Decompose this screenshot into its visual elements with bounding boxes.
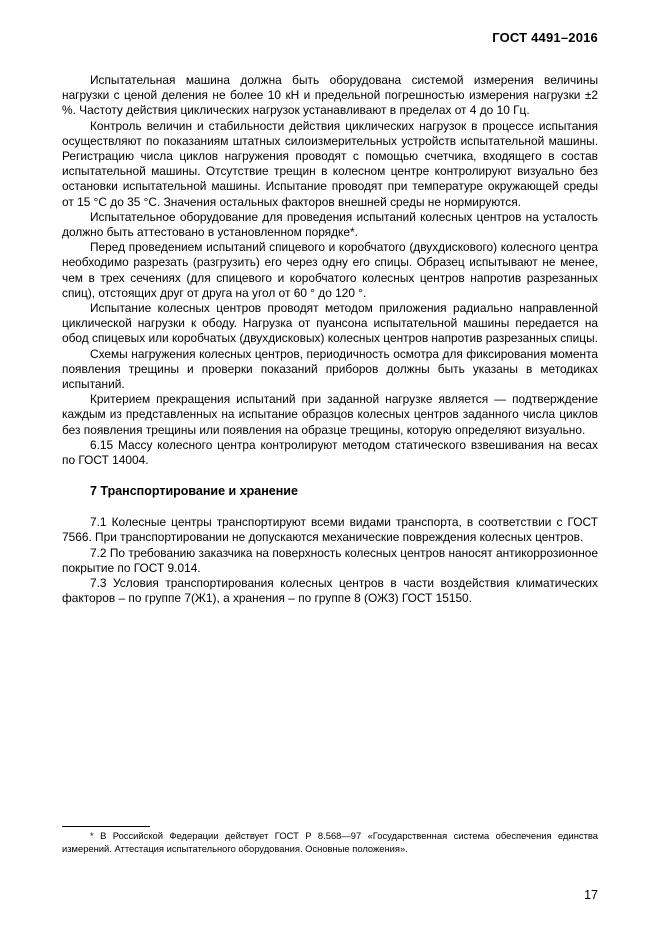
page-number: 17	[584, 888, 598, 902]
paragraph-test-method: Испытание колесных центров проводят методом приложения радиально направленной циклической нагрузки к ободу. Нагрузка от пуансона испытательной машины передается на обод спицевых или коробчатых (двухдисковых) колесных центров напротив разрезанных спицы.	[62, 301, 598, 346]
paragraph-6-15-mass: 6.15 Массу колесного центра контролируют методом статического взвешивания на весах по ГОСТ 14004.	[62, 437, 598, 468]
paragraph-test-machine: Испытательная машина должна быть оборудована системой измерения величины нагрузки с ценой деления не более 10 кН и предельной погрешностью измерения нагрузки ±2 %. Частоту действия циклических нагрузок устанавливают в пределах от 4 до 10 Гц.	[62, 73, 598, 118]
paragraph-load-control: Контроль величин и стабильности действия циклических нагрузок в процессе испытания осуществляют по показаниям штатных силоизмерительных устройств испытательной машины. Регистрацию числа циклов нагружения проводят с помощью счетчика, входящего в состав испытательной машины. Отсутствие трещин в колесном центре контролируют визуально без остановки испытательной машины. Испытание проводят при температуре окружающей среды от 15 °С до 35 °С. Значения остальных факторов внешней среды не нормируются.	[62, 118, 598, 209]
paragraph-stop-criterion: Критерием прекращения испытаний при заданной нагрузке является — подтверждение каждым из представленных на испытание образцов колесных центров заданного числа циклов без появления трещины или появления на образце трещины, которую определяют визуально.	[62, 392, 598, 437]
paragraph-loading-schemes: Схемы нагружения колесных центров, периодичность осмотра для фиксирования момента появления трещины и проверки показаний приборов должны быть указаны в методиках испытаний.	[62, 346, 598, 392]
paragraph-equipment-certification: Испытательное оборудование для проведения испытаний колесных центров на усталость должно быть аттестовано в установленном порядке*.	[62, 209, 598, 240]
footnote: * В Российской Федерации действует ГОСТ Р 8.568—97 «Государственная система обеспечения единства измерений. Аттестация испытательного оборудования. Основные положения».	[62, 830, 598, 854]
footnote-divider	[62, 826, 150, 827]
section-7-title: 7 Транспортирование и хранение	[90, 484, 298, 499]
paragraph-7-1: 7.1 Колесные центры транспортируют всеми видами транспорта, в соответствии с ГОСТ 7566. При транспортировании не допускаются механические повреждения колесных центров.	[62, 515, 598, 545]
paragraph-preparation: Перед проведением испытаний спицевого и коробчатого (двухдискового) колесного центра необходимо разрезать (разгрузить) его через одну его спицы. Образец испытывают не менее, чем в трех сечениях (для спицевого и коробчатого колесных центров напротив разрезанных спиц), отстоящих друг от друга на угол от 60 ° до 120 °.	[62, 240, 598, 300]
standard-code-header: ГОСТ 4491–2016	[492, 30, 598, 45]
document-body	[62, 73, 598, 607]
paragraph-7-2: 7.2 По требованию заказчика на поверхность колесных центров наносят антикоррозионное покрытие по ГОСТ 9.014.	[62, 545, 598, 575]
paragraph-7-3: 7.3 Условия транспортирования колесных центров в части воздействия климатических факторов – по группе 7(Ж1), а хранения – по группе 8 (ОЖ3) ГОСТ 15150.	[62, 576, 598, 606]
